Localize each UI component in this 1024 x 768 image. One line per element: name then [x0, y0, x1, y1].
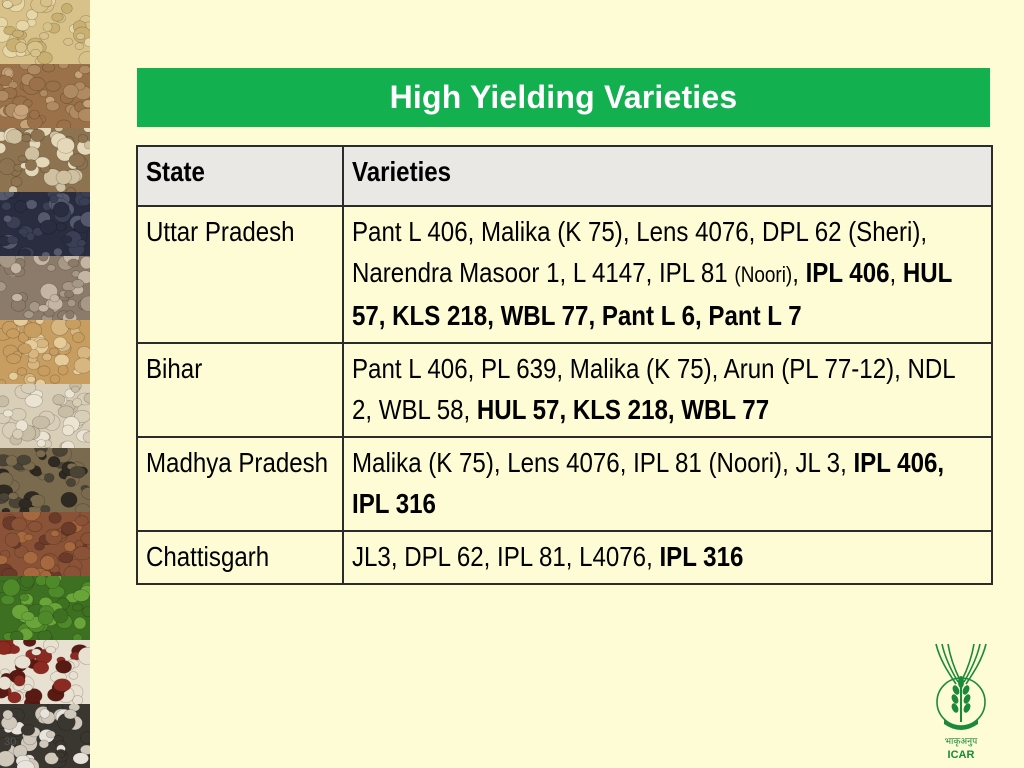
- seed-image-tile: [0, 576, 90, 640]
- table-row: [137, 343, 992, 437]
- seed-image-strip: [0, 0, 90, 768]
- seed-image-tile: [0, 512, 90, 576]
- logo-hindi-text: भाकृअनुप: [944, 737, 978, 747]
- varieties-cell: [343, 206, 992, 343]
- variety-text: JL3, DPL 62, IPL 81, L4076,: [352, 541, 660, 572]
- varieties-cell: [343, 531, 992, 584]
- varieties-cell: [343, 437, 992, 531]
- table-row: [137, 437, 992, 531]
- logo-icar-text: ICAR: [947, 749, 975, 761]
- variety-text-bold: IPL 316: [659, 541, 744, 572]
- seed-image-tile: [0, 448, 90, 512]
- seed-image-tile: [0, 640, 90, 704]
- seed-image-tile: [0, 256, 90, 320]
- state-cell: Bihar: [137, 343, 343, 437]
- variety-text: (Noori): [734, 262, 793, 287]
- state-cell: Uttar Pradesh: [137, 206, 343, 343]
- table-row: [137, 531, 992, 584]
- variety-text: ,: [889, 257, 903, 288]
- variety-text-bold: IPL 406, IPL 316: [352, 447, 945, 519]
- seed-image-tile: [0, 64, 90, 128]
- varieties-cell: [343, 343, 992, 437]
- table-row: [137, 206, 992, 343]
- variety-text: Pant L 406, Malika (K 75), Lens 4076, DPL 62 (Sheri), Narendra Masoor 1, L 4147, IPL 81: [352, 216, 928, 288]
- state-cell: Chattisgarh: [137, 531, 343, 584]
- header-state: State: [137, 146, 343, 206]
- seed-image-tile: [0, 320, 90, 384]
- seed-image-tile: [0, 192, 90, 256]
- variety-text-bold: HUL 57, KLS 218, WBL 77, Pant L 6, Pant L 7: [352, 257, 952, 331]
- slide-number: 30: [4, 736, 17, 748]
- variety-text-bold: IPL 406: [805, 257, 890, 288]
- variety-text-bold: HUL 57, KLS 218, WBL 77: [476, 394, 770, 425]
- table-header-row: [137, 146, 992, 206]
- slide-title: High Yielding Varieties: [389, 79, 738, 115]
- title-banner: [137, 68, 990, 127]
- variety-text: Pant L 406, PL 639, Malika (K 75), Arun (PL 77-12), NDL 2, WBL 58,: [352, 353, 955, 425]
- varieties-table: [136, 145, 993, 585]
- variety-text: Malika (K 75), Lens 4076, IPL 81 (Noori), JL 3,: [352, 447, 854, 478]
- icar-logo: [930, 640, 992, 762]
- variety-text: ,: [792, 257, 806, 288]
- seed-image-tile: [0, 128, 90, 192]
- seed-image-tile: [0, 384, 90, 448]
- header-varieties: Varieties: [343, 146, 992, 206]
- seed-image-tile: [0, 0, 90, 64]
- state-cell: Madhya Pradesh: [137, 437, 343, 531]
